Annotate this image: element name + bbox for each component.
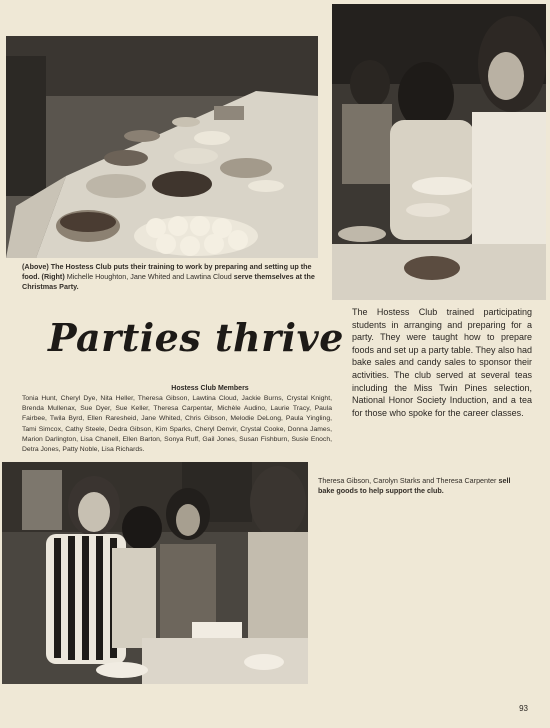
buffet-table-image — [6, 36, 318, 258]
buffet-table-photo — [6, 36, 318, 258]
page-headline: Parties thrive — [48, 315, 344, 360]
bake-sale-caption — [318, 476, 528, 496]
members-title: Hostess Club Members — [171, 385, 249, 392]
top-photos-caption — [22, 262, 322, 292]
students-serving-photo — [332, 4, 546, 300]
article-body: The Hostess Club trained participating students in arranging and preparing for a party. They were taught how to prepare foods and set up a party table. They also had bake sales and candy sales to sponsor their activities. The club served at several teas including the Miss Twin Pines selection, National Honor Society Induction, and a tea for those who spoke for the career classes. — [352, 307, 532, 418]
students-serving-image — [332, 4, 546, 300]
bake-sale-photo — [2, 462, 308, 684]
caption-top-names: Michelle Houghton, Jane Whited and Lawtina Cloud — [64, 272, 234, 281]
bake-sale-image — [2, 462, 308, 684]
page-number: 93 — [519, 704, 528, 713]
caption-top-bold-1: (Above) The Hostess Club puts their training to work by preparing and setting up the food. (Right) — [22, 262, 312, 281]
caption-top-bold-2: serve themselves at the Christmas Party. — [22, 272, 315, 291]
caption-bake-bold: sell bake goods to help support the club. — [318, 476, 511, 495]
members-list: Tonia Hunt, Cheryl Dye, Nita Heller, Theresa Gibson, Lawtina Cloud, Jackie Burns, Crystal Knight, Brenda Mullenax, Sue Dyer, Sue Keller, Theresa Carpentar, Michèle Audino, Laurie Tracy, Paula Fairbee, Twila Byrd, Ellen Raresheid, Jane Whited, Chris Gibson, Melodie DeLong, Paula Yingling, Tami Simcox, Cathy Steele, Dedra Gibson, Kim Sparks, Cheryl Denvir, Crystal Cooke, Donna James, Marion Darlington, Lisa Chanell, Ellen Barton, Sonya Ruff, Gail Jones, Susan Fishburn, Susie Enoch, Detra Jones, Patty Noble, Lisa Richards. — [22, 395, 332, 454]
caption-bake-names: Theresa Gibson, Carolyn Starks and Theresa Carpenter — [318, 476, 499, 485]
